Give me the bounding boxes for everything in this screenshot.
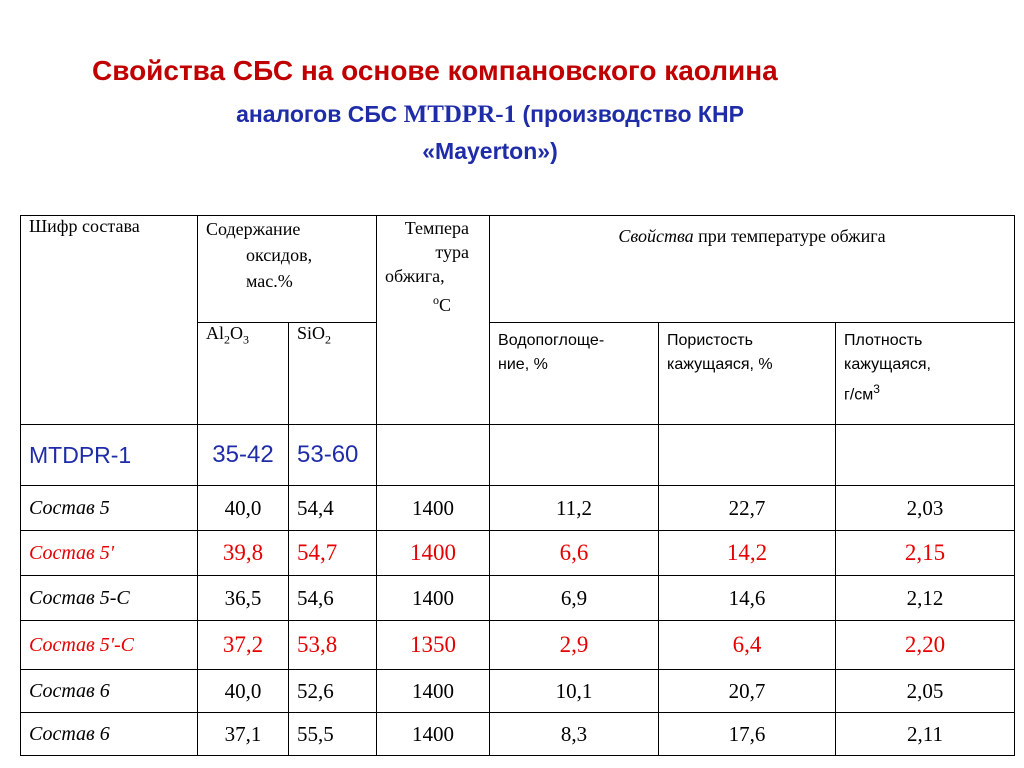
cell-water: 10,1 xyxy=(490,670,659,713)
cell-al2o3: 37,1 xyxy=(198,713,289,756)
cell-temp: 1400 xyxy=(377,576,490,621)
title-line-1: Свойства СБС на основе компановского каолина xyxy=(92,55,778,86)
cell-porosity: 20,7 xyxy=(659,670,836,713)
cell-sio2: 55,5 xyxy=(289,713,377,756)
subtitle-suffix: (производство КНР xyxy=(516,101,744,127)
table-row xyxy=(21,670,1015,713)
cell-al2o3: 40,0 xyxy=(198,670,289,713)
cell-temp: 1400 xyxy=(377,713,490,756)
properties-table xyxy=(20,215,1015,756)
cell-density xyxy=(836,425,1015,486)
header-row-1 xyxy=(21,216,1015,323)
cell-name: Состав 6 xyxy=(21,713,198,756)
cell-al2o3: 40,0 xyxy=(198,486,289,531)
cell-water: 11,2 xyxy=(490,486,659,531)
cell-porosity: 14,2 xyxy=(659,531,836,576)
cell-density: 2,15 xyxy=(836,531,1015,576)
subtitle-line-3: «Mayerton») xyxy=(422,138,558,164)
cell-name: Состав 5 xyxy=(21,486,198,531)
title-subtitle xyxy=(160,96,820,169)
cell-al2o3: 37,2 xyxy=(198,621,289,670)
cell-sio2: 52,6 xyxy=(289,670,377,713)
subtitle-prefix: аналогов СБС xyxy=(236,101,404,127)
cell-name: Состав 5' xyxy=(21,531,198,576)
header-temperature: Темпера тура обжига, $^о$С xyxy=(377,216,490,425)
cell-name: Состав 5'-С xyxy=(21,621,198,670)
cell-temp: 1400 xyxy=(377,531,490,576)
cell-density: 2,05 xyxy=(836,670,1015,713)
cell-water xyxy=(490,425,659,486)
cell-sio2: 54,4 xyxy=(289,486,377,531)
cell-density: 2,12 xyxy=(836,576,1015,621)
table-row xyxy=(21,425,1015,486)
cell-al2o3: 36,5 xyxy=(198,576,289,621)
cell-sio2: 53,8 xyxy=(289,621,377,670)
cell-density: 2,11 xyxy=(836,713,1015,756)
table-row xyxy=(21,576,1015,621)
header-code: Шифр состава xyxy=(21,216,198,425)
cell-al2o3: 35-42 xyxy=(198,425,289,486)
table-row xyxy=(21,621,1015,670)
header-al2o3: $Al_2O_3$ xyxy=(198,323,289,425)
cell-water: 6,9 xyxy=(490,576,659,621)
cell-porosity xyxy=(659,425,836,486)
cell-water: 2,9 xyxy=(490,621,659,670)
cell-temp: 1400 xyxy=(377,670,490,713)
header-density: Плотность кажущаяся, $г/см^3$ xyxy=(836,323,1015,425)
cell-name: MTDPR-1 xyxy=(21,425,198,486)
header-porosity: Пористость кажущаяся, % xyxy=(659,323,836,425)
header-sio2: SiO$_2$ xyxy=(289,323,377,425)
table-row xyxy=(21,713,1015,756)
cell-porosity: 22,7 xyxy=(659,486,836,531)
table-row xyxy=(21,531,1015,576)
header-properties: Свойства при температуре обжига xyxy=(490,216,1015,323)
cell-water: 6,6 xyxy=(490,531,659,576)
cell-porosity: 14,6 xyxy=(659,576,836,621)
cell-temp xyxy=(377,425,490,486)
cell-sio2: 54,6 xyxy=(289,576,377,621)
header-water-absorption: Водопоглоще- ние, % xyxy=(490,323,659,425)
cell-porosity: 6,4 xyxy=(659,621,836,670)
cell-sio2: 53-60 xyxy=(289,425,377,486)
cell-density: 2,03 xyxy=(836,486,1015,531)
subtitle-code: MTDPR-1 xyxy=(403,101,517,128)
header-oxides: Содержание оксидов, мас.% xyxy=(198,216,377,323)
cell-porosity: 17,6 xyxy=(659,713,836,756)
cell-name: Состав 5-С xyxy=(21,576,198,621)
cell-name: Состав 6 xyxy=(21,670,198,713)
cell-water: 8,3 xyxy=(490,713,659,756)
cell-temp: 1350 xyxy=(377,621,490,670)
table-row xyxy=(21,486,1015,531)
cell-sio2: 54,7 xyxy=(289,531,377,576)
cell-al2o3: 39,8 xyxy=(198,531,289,576)
cell-density: 2,20 xyxy=(836,621,1015,670)
cell-temp: 1400 xyxy=(377,486,490,531)
